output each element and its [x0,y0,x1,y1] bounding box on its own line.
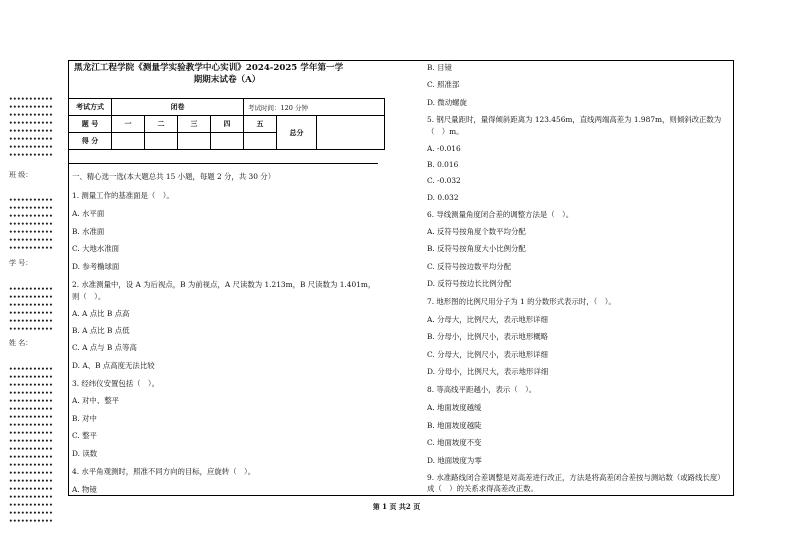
question-2-option-d: D. A、B 点高度无法比较 [72,361,155,370]
total-label: 总分 [277,116,317,150]
question-5-option-a: A. -0.016 [427,144,461,153]
question-4-option-a: A. 物镜 [72,485,97,494]
binding-dots: ••••••••••• [9,310,54,317]
exam-title-line1: 黑龙江工程学院《测量学实验教学中心实训》2024-2025 学年第一学 [74,63,344,73]
binding-dots: ••••••••••• [9,229,54,236]
binding-dots: ••••••••••• [9,326,54,333]
binding-dots: ••••••••••• [9,237,54,244]
binding-dots: ••••••••••• [9,430,54,437]
section-header-1: 一 [112,116,145,133]
binding-dots: ••••••••••• [9,486,54,493]
exam-mode-label: 考试方式 [69,99,112,116]
question-1-option-d: D. 参考椭球面 [72,262,120,271]
binding-margin [9,0,61,549]
question-7-option-a: A. 分母大，比例尺大，表示地形详细 [427,315,548,324]
class-label: 班 级： [9,171,33,179]
binding-dots: ••••••••••• [9,470,54,477]
exam-time: 考试时间：120 分钟 [244,99,385,116]
binding-dots: ••••••••••• [9,205,54,212]
score-cell-4 [211,133,244,150]
binding-dots: ••••••••••• [9,414,54,421]
score-cell-3 [178,133,211,150]
binding-dots: ••••••••••• [9,197,54,204]
score-cell-1 [112,133,145,150]
binding-dots: ••••••••••• [9,294,54,301]
question-9-stem: 9. 水准路线闭合差调整是对高差进行改正，方法是将高差闭合差按与测站数（或路线长度）成（ ）的关系求得高差改正数。 [427,473,725,493]
binding-dots: ••••••••••• [9,128,54,135]
question-8-option-d: D. 地面坡度为零 [427,456,482,465]
binding-dots: ••••••••••• [9,245,54,252]
binding-dots: ••••••••••• [9,390,54,397]
section1-heading: 一、精心选一选(本大题总共 15 小题，每题 2 分，共 30 分） [72,172,276,181]
binding-dots: ••••••••••• [9,510,54,517]
question-5-option-d: D. 0.032 [427,193,459,202]
page-number: 第 1 页 共2 页 [372,502,421,511]
question-6-option-d: D. 反符号按边长比例分配 [427,279,512,288]
question-7-option-b: B. 分母小，比例尺小，表示地形概略 [427,332,548,341]
score-cell-2 [145,133,178,150]
question-5-stem: 5. 钢尺量距时，量得倾斜距离为 123.456m，直线两端高差为 1.987m，则倾斜改正数为（ ）m。 [427,115,722,136]
question-2-option-b: B. A 点比 B 点低 [72,326,130,335]
question-4-option-d: D. 微动螺旋 [427,98,467,107]
binding-dots: ••••••••••• [9,374,54,381]
question-3-option-d: D. 读数 [72,449,98,458]
binding-dots: ••••••••••• [9,112,54,119]
question-7-option-c: C. 分母大，比例尺小，表示地形详细 [427,350,548,359]
question-8-option-b: B. 地面坡度越陡 [427,421,482,430]
binding-dots: ••••••••••• [9,478,54,485]
question-4-option-b: B. 目镜 [427,63,452,72]
total-score-cell [317,116,385,150]
binding-dots: ••••••••••• [9,462,54,469]
question-3-option-a: A. 对中、整平 [72,396,119,405]
question-8-stem: 8. 等高线平距越小，表示（ ）。 [427,385,537,394]
question-1-option-a: A. 水平面 [72,209,105,218]
name-label: 姓 名： [9,339,33,347]
question-6-option-a: A. 反符号按角度个数平均分配 [427,227,526,236]
question-2-option-c: C. A 点与 B 点等高 [72,343,137,352]
question-8-option-c: C. 地面坡度不变 [427,438,482,447]
question-no-label: 题 号 [69,116,112,133]
section-header-5: 五 [244,116,277,133]
question-7-option-d: D. 分母小，比例尺大，表示地形详细 [427,367,549,376]
question-2-stem: 2. 水准测量中，设 A 为后视点，B 为前视点，A 尺读数为 1.213m，B 尺读数为 1.401m，则（ ）。 [72,280,376,301]
question-5-option-b: B. 0.016 [427,160,459,169]
header-separator [68,163,378,164]
question-7-stem: 7. 地形图的比例尺用分子为 1 的分数形式表示时，（ ）。 [427,297,616,306]
question-1-stem: 1. 测量工作的基准面是（ ）。 [72,191,174,200]
section-header-3: 三 [178,116,211,133]
question-1-option-c: C. 大地水准面 [72,244,120,253]
binding-dots: ••••••••••• [9,406,54,413]
binding-dots: ••••••••••• [9,502,54,509]
binding-dots: ••••••••••• [9,152,54,159]
section-header-4: 四 [211,116,244,133]
score-label: 得 分 [69,133,112,150]
binding-dots: ••••••••••• [9,302,54,309]
question-3-stem: 3. 经纬仪安置包括（ ）。 [72,379,159,388]
exam-title-line2: 期期末试卷（A） [193,75,261,85]
binding-dots: ••••••••••• [9,382,54,389]
question-3-option-c: C. 整平 [72,431,97,440]
binding-dots: ••••••••••• [9,446,54,453]
exam-title [74,62,380,86]
score-table [68,98,385,150]
binding-dots: ••••••••••• [9,366,54,373]
binding-dots: ••••••••••• [9,104,54,111]
binding-dots: ••••••••••• [9,518,54,525]
question-6-option-b: B. 反符号按角度大小比例分配 [427,244,526,253]
binding-dots: ••••••••••• [9,398,54,405]
exam-mode-value: 闭卷 [112,99,244,116]
binding-dots: ••••••••••• [9,96,54,103]
binding-dots: ••••••••••• [9,438,54,445]
score-cell-5 [244,133,277,150]
binding-dots: ••••••••••• [9,318,54,325]
student-id-label: 学 号： [9,259,33,267]
binding-dots: ••••••••••• [9,213,54,220]
binding-dots: ••••••••••• [9,144,54,151]
question-4-option-c: C. 照准部 [427,80,460,89]
question-4-stem: 4. 水平角观测时，照准不同方向的目标，应旋转（ ）。 [72,467,256,476]
question-6-option-c: C. 反符号按边数平均分配 [427,262,511,271]
binding-dots: ••••••••••• [9,120,54,127]
binding-dots: ••••••••••• [9,494,54,501]
question-1-option-b: B. 水准面 [72,227,105,236]
binding-dots: ••••••••••• [9,286,54,293]
question-3-option-b: B. 对中 [72,414,97,423]
question-8-option-a: A. 地面坡度越缓 [427,403,482,412]
section-header-2: 二 [145,116,178,133]
question-6-stem: 6. 导线测量角度闭合差的调整方法是（ ）。 [427,210,574,219]
question-2-option-a: A. A 点比 B 点高 [72,309,130,318]
question-5-option-c: C. -0.032 [427,176,461,185]
binding-dots: ••••••••••• [9,136,54,143]
binding-dots: ••••••••••• [9,422,54,429]
binding-dots: ••••••••••• [9,454,54,461]
binding-dots: ••••••••••• [9,221,54,228]
